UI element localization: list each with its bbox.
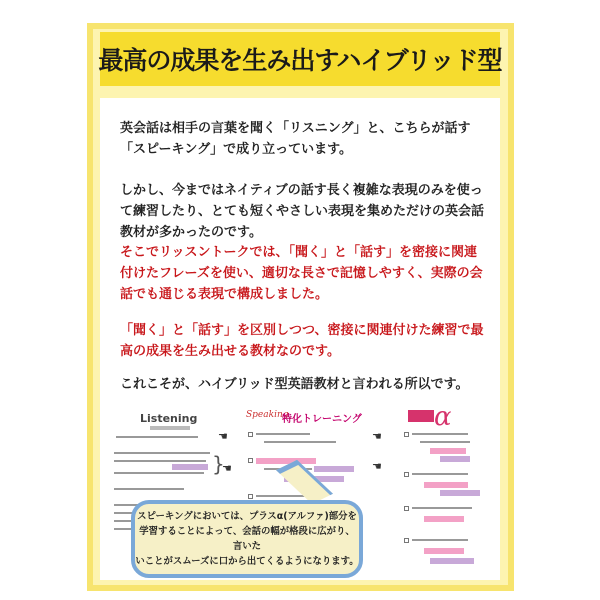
bracket-icon: } [212,452,225,476]
paragraph-problem: しかし、今まではネイティブの話す長く複雑な表現のみを使って練習したり、とても短くやさしい表現を集めただけの英会話教材が多かったのです。 [120,183,485,240]
callout-text: スピーキングにおいては、プラスα(アルファ)部分を 学習することによって、会話の幅が格段に広がり、言いた いことがスムーズに口から出てくるようになります。 [135,511,359,567]
listening-header-logo: Listening [140,412,198,425]
pointer-hand-icon: ☚ [218,430,228,443]
alpha-page-thumbnail [400,402,492,576]
pointer-hand-icon: ☚ [372,460,382,473]
paragraph-intro: 英会話は相手の言葉を聞く「リスニング」と、こちらが話す「スピーキング」で成り立っています。 [120,121,471,157]
paragraph-benefit: 「聞く」と「話す」を区別しつつ、密接に関連付けた練習で最高の成果を生み出せる教材なのです。 [120,323,484,359]
paragraph-solution: そこでリッスントークでは、「聞く」と「話す」を密接に関連付けたフレーズを使い、適切な長さで記憶しやすく、実際の会話でも通じる表現で構成しました。 [120,245,483,302]
alpha-label-tag [408,410,434,422]
callout-bubble [131,500,363,578]
page-title: 最高の成果を生み出すハイブリッド型 [98,46,502,75]
pointer-hand-icon: ☚ [222,462,232,475]
alpha-symbol-icon: α [434,402,452,432]
speaking-header-label: 特化トレーニング [282,414,362,425]
paragraph-conclusion: これこそが、ハイブリッド型英語教材と言われる所以です。 [120,377,469,392]
pointer-hand-icon: ☚ [372,430,382,443]
title-banner [100,32,500,86]
speaking-header-logo: Speaking [246,410,289,420]
